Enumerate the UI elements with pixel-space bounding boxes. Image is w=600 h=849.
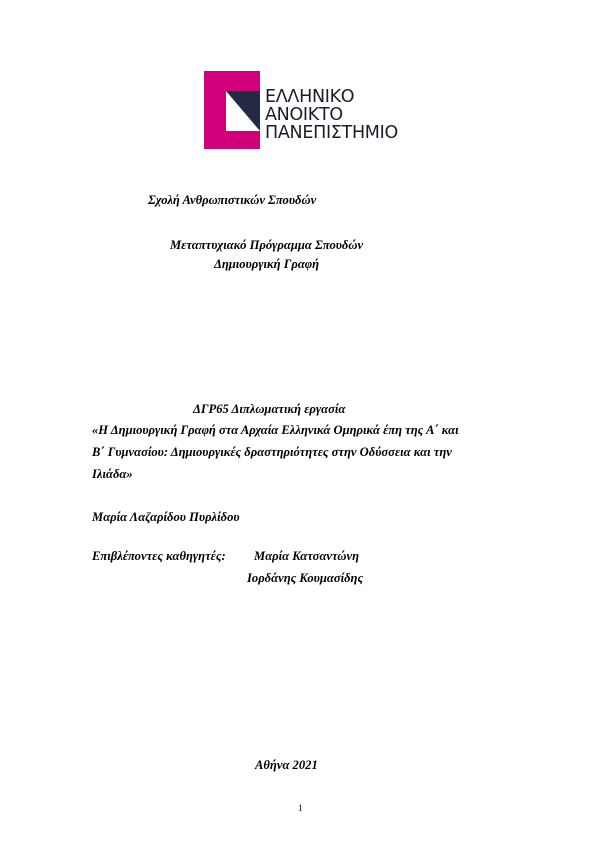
logo-line-2: ΑΝΟΙΚΤΟ xyxy=(265,105,343,125)
supervisor-1: Μαρία Κατσαντώνη xyxy=(254,549,360,563)
program-name: Μεταπτυχιακό Πρόγραμμα Σπουδών xyxy=(170,238,364,252)
logo-line-1: ΕΛΛΗΝΙΚΟ xyxy=(265,87,355,107)
place-year: Αθήνα 2021 xyxy=(255,758,318,772)
thesis-title-line-1: «Η Δημιουργική Γραφή στα Αρχαία Ελληνικά Ομηρικά έπη της Α΄ και xyxy=(92,423,459,437)
supervisor-2: Ιορδάνης Κουμασίδης xyxy=(247,571,364,585)
logo-line-3: ΠΑΝΕΠΙΣΤΗΜΙΟ xyxy=(265,123,398,143)
thesis-title-line-3: Ιλιάδα» xyxy=(92,467,133,481)
supervisors-label: Επιβλέποντες καθηγητές: xyxy=(92,549,226,563)
university-logo xyxy=(204,71,404,151)
course-title: ΔΓΡ65 Διπλωματική εργασία xyxy=(193,402,346,416)
page-number: 1 xyxy=(298,803,303,813)
author-name: Μαρία Λαζαρίδου Πυρλίδου xyxy=(92,510,240,524)
specialization-name: Δημιουργική Γραφή xyxy=(214,257,320,271)
logo-mark-icon xyxy=(204,71,264,151)
school-name: Σχολή Ανθρωπιστικών Σπουδών xyxy=(148,193,317,207)
thesis-title-line-2: Β΄ Γυμνασίου: Δημιουργικές δραστηριότητες στην Οδύσσεια και την xyxy=(92,445,452,459)
